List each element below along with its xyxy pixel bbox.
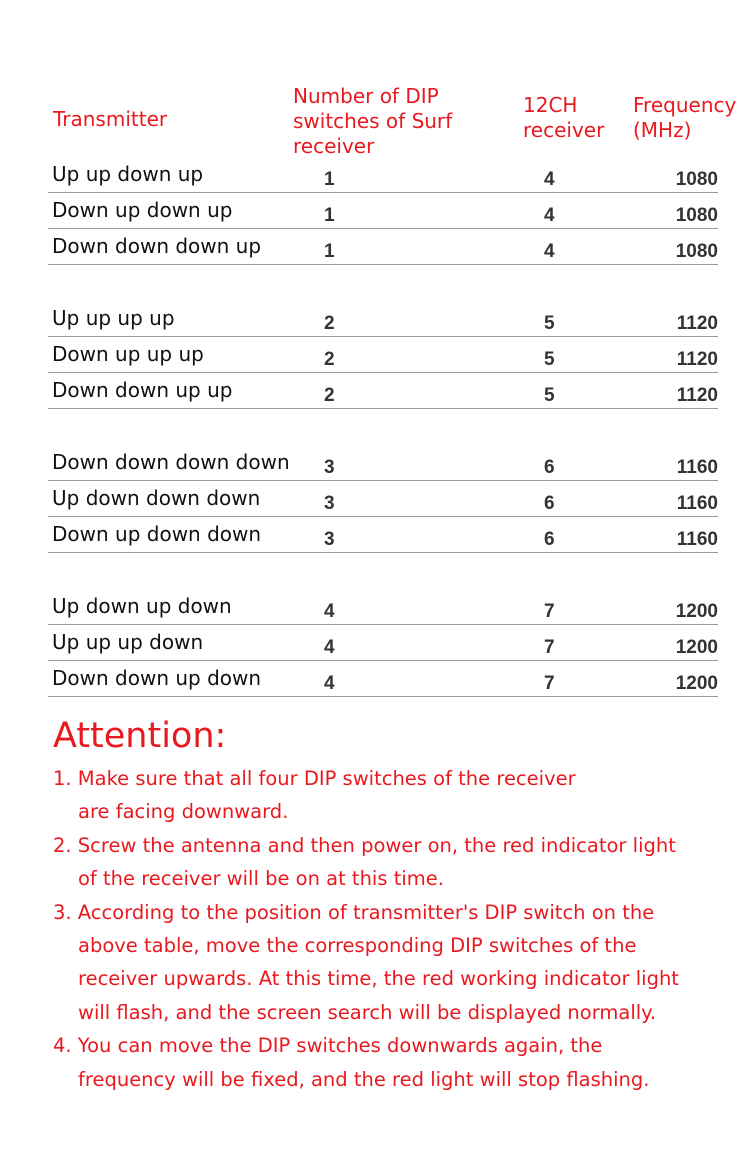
channel-cell: 5 — [544, 313, 555, 334]
dip-count-cell: 1 — [324, 205, 335, 226]
table-row — [48, 336, 718, 373]
table-row — [48, 156, 718, 193]
transmitter-cell: Up up up down — [52, 630, 204, 654]
attention-line: will flash, and the screen search will be displayed normally. — [78, 1000, 657, 1024]
attention-line: receiver upwards. At this time, the red working indicator light — [78, 967, 679, 991]
dip-count-cell: 3 — [324, 529, 335, 550]
attention-line: of the receiver will be on at this time. — [78, 867, 444, 891]
frequency-cell: 1080 — [675, 205, 718, 226]
transmitter-cell: Up up up up — [52, 306, 175, 330]
channel-cell: 7 — [544, 637, 555, 658]
dip-count-cell: 2 — [324, 313, 335, 334]
dip-count-cell: 1 — [324, 241, 335, 262]
attention-line: are facing downward. — [78, 800, 289, 824]
attention-line: above table, move the corresponding DIP switches of the — [78, 934, 637, 958]
channel-cell: 5 — [544, 385, 555, 406]
frequency-cell: 1080 — [675, 169, 718, 190]
channel-cell: 4 — [544, 205, 555, 226]
table-row — [48, 444, 718, 481]
attention-line: 3. According to the position of transmitter's DIP switch on the — [53, 900, 655, 924]
table-row — [48, 624, 718, 661]
dip-count-cell: 4 — [324, 673, 335, 694]
frequency-cell: 1200 — [675, 637, 718, 658]
header-frequency-label — [633, 93, 736, 142]
table-row — [48, 192, 718, 229]
dip-count-cell: 3 — [324, 457, 335, 478]
attention-line: frequency will be fixed, and the red light will stop flashing. — [78, 1067, 650, 1091]
frequency-cell: 1080 — [675, 241, 718, 262]
table-row — [48, 300, 718, 337]
attention-line: 1. Make sure that all four DIP switches of the receiver — [53, 767, 576, 790]
transmitter-cell: Down down down up — [52, 234, 262, 258]
transmitter-cell: Down down up down — [52, 666, 262, 690]
table-row — [48, 228, 718, 265]
frequency-cell: 1200 — [675, 673, 718, 694]
channel-cell: 6 — [544, 457, 555, 478]
transmitter-cell: Up down up down — [52, 594, 232, 618]
header-frequency — [633, 93, 750, 143]
transmitter-cell: Down up up up — [52, 342, 204, 366]
dip-count-cell: 2 — [324, 385, 335, 406]
transmitter-cell: Down down up up — [52, 378, 233, 402]
header-dip-count: Number of DIP switches of Surf receiver — [293, 84, 453, 158]
transmitter-cell: Down up down up — [52, 198, 233, 222]
dip-count-cell: 2 — [324, 349, 335, 370]
dip-count-cell: 1 — [324, 169, 335, 190]
table-row — [48, 588, 718, 625]
dip-count-cell: 4 — [324, 637, 335, 658]
attention-title: Attention: — [53, 716, 227, 756]
channel-cell: 5 — [544, 349, 555, 370]
channel-cell: 4 — [544, 241, 555, 262]
attention-line: 4. You can move the DIP switches downwards again, the — [53, 1034, 603, 1058]
channel-cell: 6 — [544, 493, 555, 514]
frequency-cell: 1160 — [676, 457, 718, 478]
transmitter-cell: Down up down down — [52, 522, 262, 546]
frequency-cell: 1160 — [676, 493, 718, 514]
transmitter-cell: Up up down up — [52, 162, 204, 186]
attention-line: 2. Screw the antenna and then power on, the red indicator light — [53, 833, 676, 857]
dip-count-cell: 3 — [324, 493, 335, 514]
table-row — [48, 660, 718, 697]
table-row — [48, 372, 718, 409]
channel-cell: 4 — [544, 169, 555, 190]
channel-cell: 7 — [544, 673, 555, 694]
channel-cell: 6 — [544, 529, 555, 550]
dip-count-cell: 4 — [324, 601, 335, 622]
frequency-cell: 1200 — [675, 601, 718, 622]
transmitter-cell: Down down down down — [52, 450, 290, 474]
header-transmitter: Transmitter — [53, 107, 168, 131]
header-12ch-receiver: 12CH receiver — [523, 93, 605, 142]
table-row — [48, 480, 718, 517]
frequency-cell: 1160 — [676, 529, 718, 550]
header-frequency-word: Frequency — [633, 93, 737, 117]
table-row — [48, 516, 718, 553]
frequency-cell: 1120 — [676, 313, 718, 334]
frequency-cell: 1120 — [676, 349, 718, 370]
attention-notes — [53, 762, 733, 1096]
transmitter-cell: Up down down down — [52, 486, 261, 510]
header-frequency-unit: (MHz) — [633, 118, 692, 142]
channel-cell: 7 — [544, 601, 555, 622]
frequency-cell: 1120 — [676, 385, 718, 406]
